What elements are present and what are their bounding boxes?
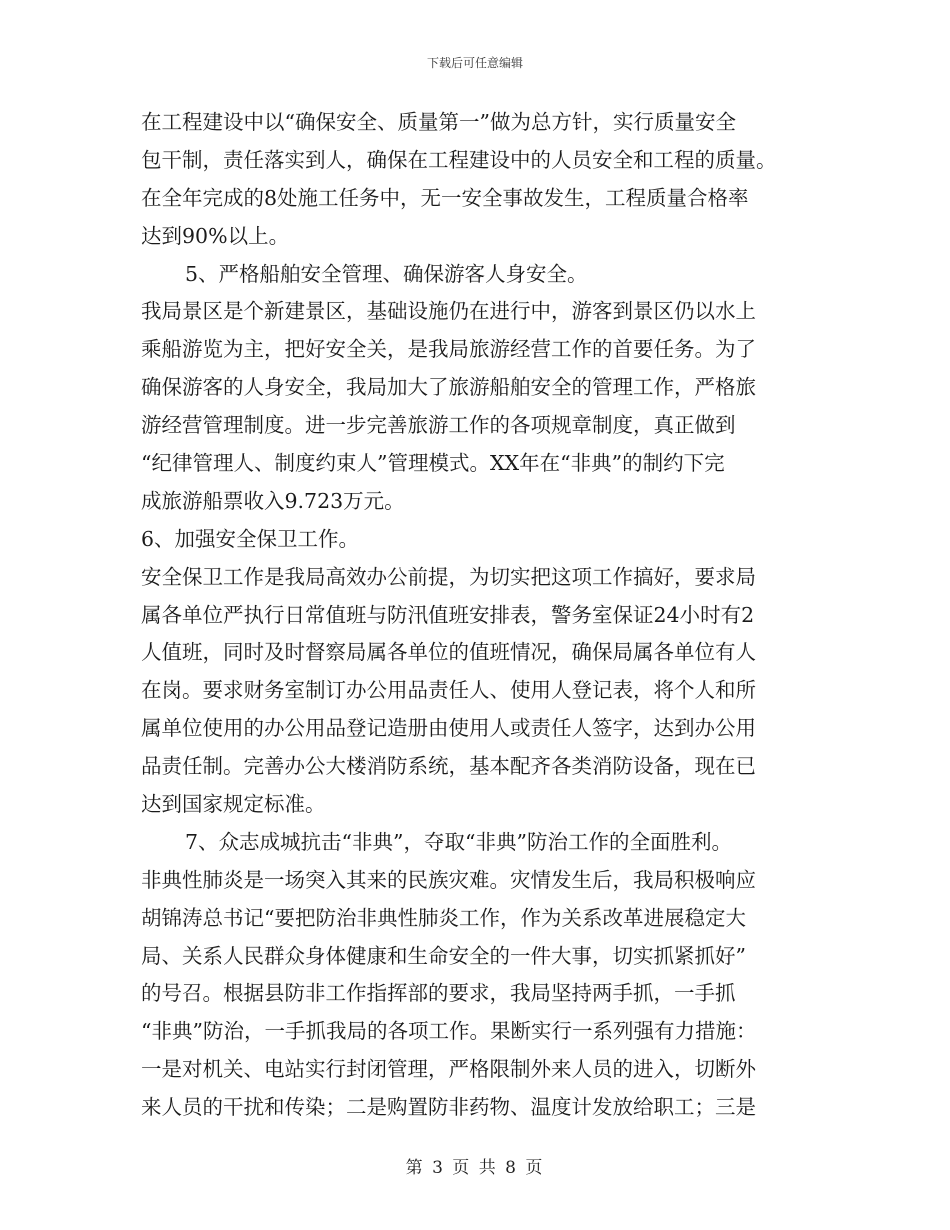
text-line: 在全年完成的8处施工任务中，无一安全事故发生，工程质量合格率 (141, 185, 749, 210)
text-line: 属单位使用的办公用品登记造册由使用人或责任人签字，达到办公用 (141, 716, 756, 741)
text-line: 的号召。根据县防非工作指挥部的要求，我局坚持两手抓，一手抓 (141, 981, 736, 1006)
text-line: 来人员的干扰和传染；二是购置防非药物、温度计发放给职工；三是 (141, 1095, 756, 1120)
text-line: 确保游客的人身安全，我局加大了旅游船舶安全的管理工作，严格旅 (141, 375, 756, 400)
text-line: 7、众志成城抗击“非典”，夺取“非典”防治工作的全面胜利。 (185, 829, 732, 854)
text-line: 6、加强安全保卫工作。 (141, 526, 360, 551)
text-line: “纪律管理人、制度约束人”管理模式。XX年在“非典”的制约下完 (141, 451, 725, 476)
text-line: 我局景区是个新建景区，基础设施仍在进行中，游客到景区仍以水上 (141, 299, 756, 324)
text-line: 游经营管理制度。进一步完善旅游工作的各项规章制度，真正做到 (141, 413, 736, 438)
text-line: 包干制，责任落实到人，确保在工程建设中的人员安全和工程的质量。 (141, 147, 777, 172)
text-line: 人值班，同时及时督察局属各单位的值班情况，确保局属各单位有人 (141, 640, 756, 665)
page-header-note: 下载后可任意编辑 (426, 56, 523, 70)
text-line: “非典”防治，一手抓我局的各项工作。果断实行一系列强有力措施： (141, 1019, 757, 1044)
text-line: 一是对机关、电站实行封闭管理，严格限制外来人员的进入，切断外 (141, 1057, 756, 1082)
text-line: 局、关系人民群众身体健康和生命安全的一件大事，切实抓紧抓好” (141, 943, 746, 968)
text-line: 在工程建设中以“确保安全、质量第一”做为总方针，实行质量安全 (141, 110, 736, 134)
text-line: 胡锦涛总书记“要把防治非典性肺炎工作，作为关系改革进展稳定大 (141, 905, 746, 930)
page-number-footer: 第 3 页 共 8 页 (405, 1158, 545, 1178)
text-line: 在岗。要求财务室制订办公用品责任人、使用人登记表，将个人和所 (141, 678, 756, 703)
text-line: 乘船游览为主，把好安全关，是我局旅游经营工作的首要任务。为了 (141, 337, 756, 362)
text-line: 非典性肺炎是一场突入其来的民族灾难。灾情发生后，我局积极响应 (141, 867, 756, 892)
text-line: 达到国家规定标准。 (141, 792, 326, 817)
text-line: 5、严格船舶安全管理、确保游客人身安全。 (185, 261, 588, 286)
text-line: 品责任制。完善办公大楼消防系统，基本配齐各类消防设备，现在已 (141, 754, 756, 779)
text-line: 成旅游船票收入9.723万元。 (141, 488, 405, 513)
text-line: 安全保卫工作是我局高效办公前提，为切实把这项工作搞好，要求局 (141, 564, 756, 589)
text-line: 达到90%以上。 (141, 223, 290, 248)
text-line: 属各单位严执行日常值班与防汛值班安排表，警务室保证24小时有2 (141, 602, 755, 627)
document-body (141, 104, 813, 1127)
